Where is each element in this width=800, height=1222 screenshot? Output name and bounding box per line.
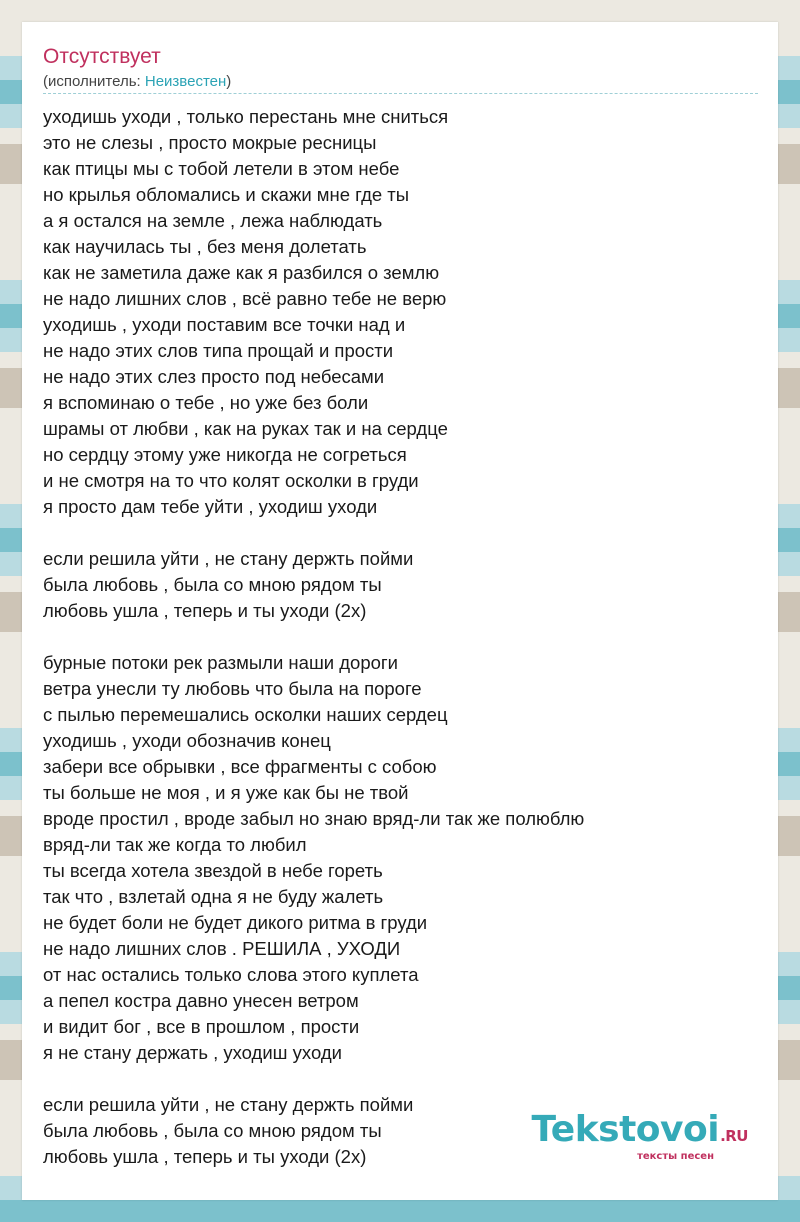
lyric-line: любовь ушла , теперь и ты уходи (2х) — [43, 600, 367, 621]
lyric-line: любовь ушла , теперь и ты уходи (2х) — [43, 1146, 367, 1167]
song-title: Отсутствует — [43, 45, 161, 68]
lyric-line: не надо лишних слов . РЕШИЛА , УХОДИ — [43, 938, 401, 959]
lyric-line: как птицы мы с тобой летели в этом небе — [43, 158, 400, 179]
lyric-line: а я остался на земле , лежа наблюдать — [43, 210, 383, 231]
lyric-line: но крылья обломались и скажи мне где ты — [43, 184, 410, 205]
lyric-line: но сердцу этому уже никогда не согреться — [43, 444, 407, 465]
brand-name: Tekstovoi — [531, 1109, 720, 1150]
lyric-line — [43, 1066, 763, 1092]
lyric-line: не надо этих слов типа прощай и прости — [43, 340, 394, 361]
artist-suffix: ) — [226, 73, 232, 90]
lyric-line: уходишь , уходи обозначив конец — [43, 730, 331, 751]
divider — [43, 93, 758, 94]
lyric-line: уходишь , уходи поставим все точки над и — [43, 314, 406, 335]
lyric-line: забери все обрывки , все фрагменты с собою — [43, 756, 437, 777]
artist-link[interactable]: Неизвестен — [144, 73, 227, 90]
lyric-line: как научилась ты , без меня долетать — [43, 236, 367, 257]
lyric-line: бурные потоки рек размыли наши дороги — [43, 652, 398, 673]
lyric-line — [43, 624, 763, 650]
lyric-line: и не смотря на то что колят осколки в груди — [43, 470, 419, 491]
lyric-line: вряд-ли так же когда то любил — [43, 834, 307, 855]
lyric-line: ты всегда хотела звездой в небе гореть — [43, 860, 383, 881]
brand-tld: .RU — [720, 1127, 748, 1145]
lyric-line: ты больше не моя , и я уже как бы не твой — [43, 782, 409, 803]
artist-prefix: (исполнитель: — [43, 73, 145, 90]
lyric-line: с пылью перемешались осколки наших сердец — [43, 704, 448, 725]
lyric-line: была любовь , была со мною рядом ты — [43, 1120, 382, 1141]
lyric-line: шрамы от любви , как на руках так и на сердце — [43, 418, 448, 439]
lyric-line: вроде простил , вроде забыл но знаю вряд-ли так же полюблю — [43, 808, 585, 829]
brand-tagline: тексты песен — [637, 1151, 714, 1162]
lyric-line: была любовь , была со мною рядом ты — [43, 574, 382, 595]
lyric-line: если решила уйти , не стану держть пойми — [43, 548, 414, 569]
lyrics-card — [22, 22, 778, 1200]
lyric-line: это не слезы , просто мокрые ресницы — [43, 132, 377, 153]
lyric-line: как не заметила даже как я разбился о землю — [43, 262, 440, 283]
lyric-line: а пепел костра давно унесен ветром — [43, 990, 359, 1011]
lyric-line: и видит бог , все в прошлом , прости — [43, 1016, 360, 1037]
lyric-line: от нас остались только слова этого куплета — [43, 964, 419, 985]
lyric-line: я не стану держать , уходиш уходи — [43, 1042, 342, 1063]
lyric-line: не надо лишних слов , всё равно тебе не верю — [43, 288, 447, 309]
lyric-line: не будет боли не будет дикого ритма в груди — [43, 912, 428, 933]
lyric-line: уходишь уходи , только перестань мне сниться — [43, 106, 449, 127]
lyric-line: если решила уйти , не стану держть пойми — [43, 1094, 414, 1115]
artist-line — [43, 72, 231, 92]
lyric-line: так что , взлетай одна я не буду жалеть — [43, 886, 384, 907]
lyric-line: я вспоминаю о тебе , но уже без боли — [43, 392, 369, 413]
lyric-line: я просто дам тебе уйти , уходиш уходи — [43, 496, 378, 517]
lyric-line — [43, 520, 763, 546]
lyric-line: не надо этих слез просто под небесами — [43, 366, 385, 387]
lyrics-body — [43, 104, 763, 1170]
site-logo[interactable] — [531, 1109, 748, 1162]
lyric-line: ветра унесли ту любовь что была на пороге — [43, 678, 422, 699]
